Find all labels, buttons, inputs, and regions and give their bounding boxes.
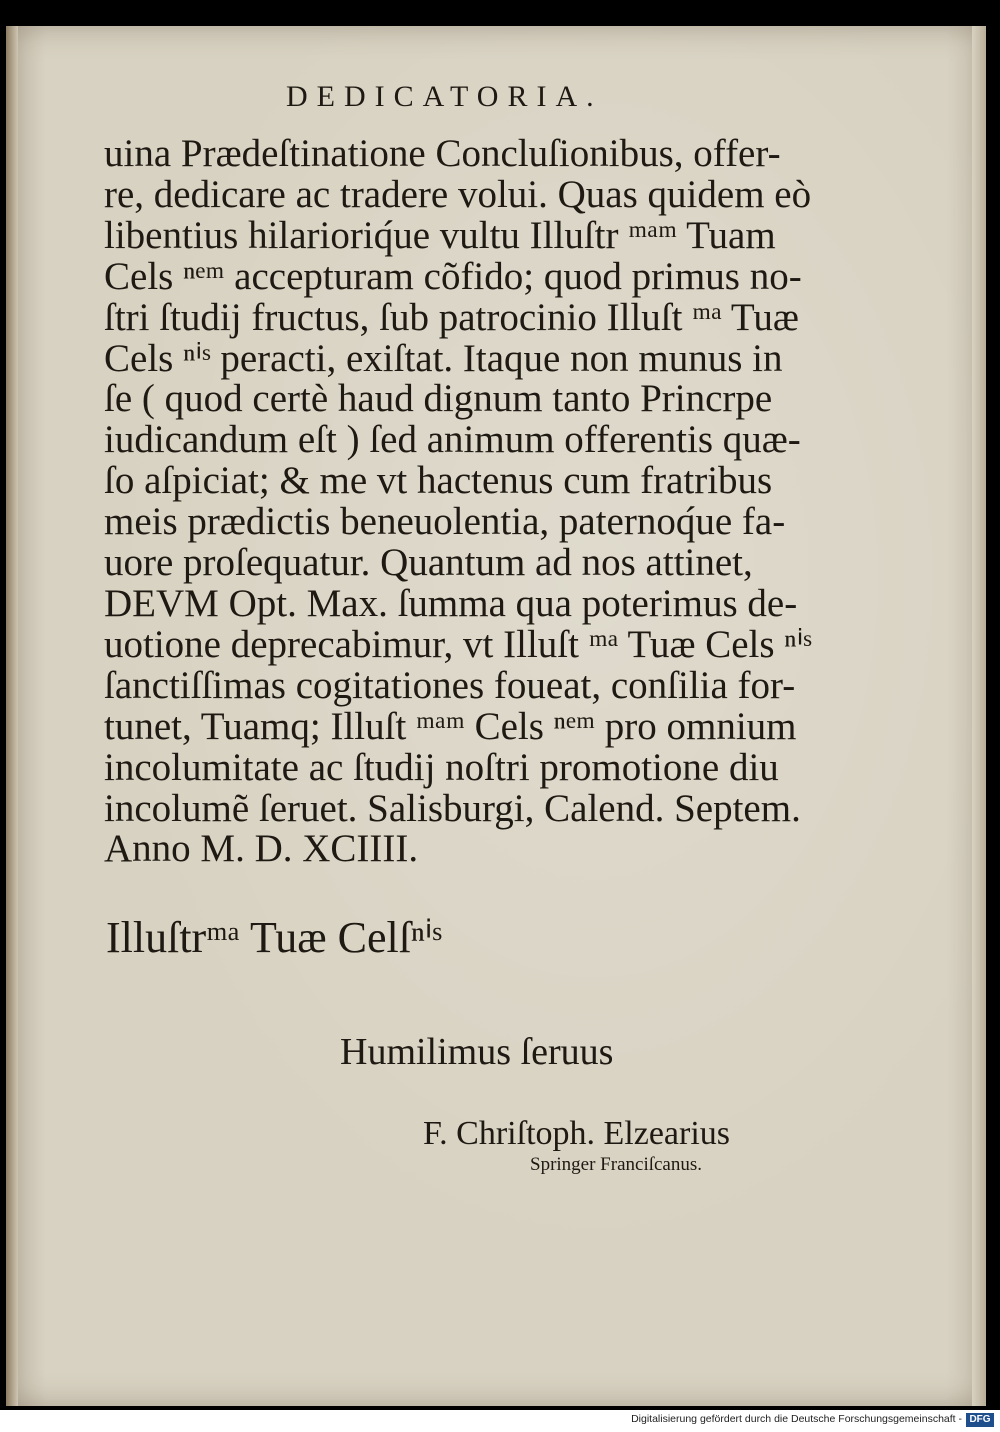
text-line: DEVM Opt. Max. ſumma qua poterimus de-: [104, 581, 798, 625]
funding-credit: Digitalisierung gefördert durch die Deutsche Forschungsgemeinschaft -: [631, 1413, 962, 1425]
text-line: re, dedicare ac tradere volui. Quas quidem eò: [104, 172, 812, 216]
dfg-logo: DFG: [966, 1413, 994, 1427]
text-line: Anno M. D. XCIIII.: [104, 827, 419, 871]
page-gutter-edge: [6, 26, 18, 1406]
dedication-body: [104, 132, 812, 871]
signature-servant: Humilimus ſeruus: [340, 1031, 614, 1073]
signature-name: F. Chriſtoph. Elzearius: [423, 1115, 731, 1152]
text-line: tunet, Tuamq; Illuſt ᵐᵃᵐ Cels ⁿᵉᵐ pro omnium: [104, 704, 797, 748]
text-line: ſo aſpiciat; & me vt hactenus cum fratribus: [104, 459, 773, 503]
text-line: ſanctiſſimas cogitationes foueat, conſilia for-: [104, 663, 796, 707]
text-line: libentius hilarioriq́ue vultu Illuſtr ᵐᵃᵐ Tuam: [104, 213, 776, 257]
text-line: uore proſequatur. Quantum ad nos attinet,: [104, 541, 753, 585]
text-line: uina Prædeſtinatione Concluſionibus, offer-: [104, 132, 781, 175]
closing-salutation: Illuſtrᵐᵃ Tuæ Celſⁿⁱˢ: [106, 913, 443, 962]
text-line: iudicandum eſt ) ſed animum offerentis quæ-: [104, 418, 801, 462]
text-line: ſtri ſtudij fructus, ſub patrocinio Illuſt ᵐᵃ Tuæ: [104, 295, 799, 339]
text-line: meis prædictis beneuolentia, paternoq́ue fa-: [104, 500, 786, 544]
text-line: Cels ⁿⁱˢ peracti, exiſtat. Itaque non munus in: [104, 336, 783, 380]
text-line: uotione deprecabimur, vt Illuſt ᵐᵃ Tuæ Cels ⁿⁱˢ: [104, 622, 812, 666]
signature-order: Springer Franciſcanus.: [530, 1154, 703, 1175]
text-line: ſe ( quod certè haud dignum tanto Princrpe: [104, 377, 773, 421]
page-header: DEDICATORIA.: [286, 80, 603, 113]
text-line: incolumitate ac ſtudij noſtri promotione diu: [104, 745, 779, 789]
text-line: incolumẽ ſeruet. Salisburgi, Calend. Septem.: [104, 786, 801, 830]
text-line: Cels ⁿᵉᵐ accepturam cõfido; quod primus no-: [104, 254, 802, 298]
digitization-footer: [0, 1410, 1000, 1432]
page-fore-edge: [972, 26, 986, 1406]
